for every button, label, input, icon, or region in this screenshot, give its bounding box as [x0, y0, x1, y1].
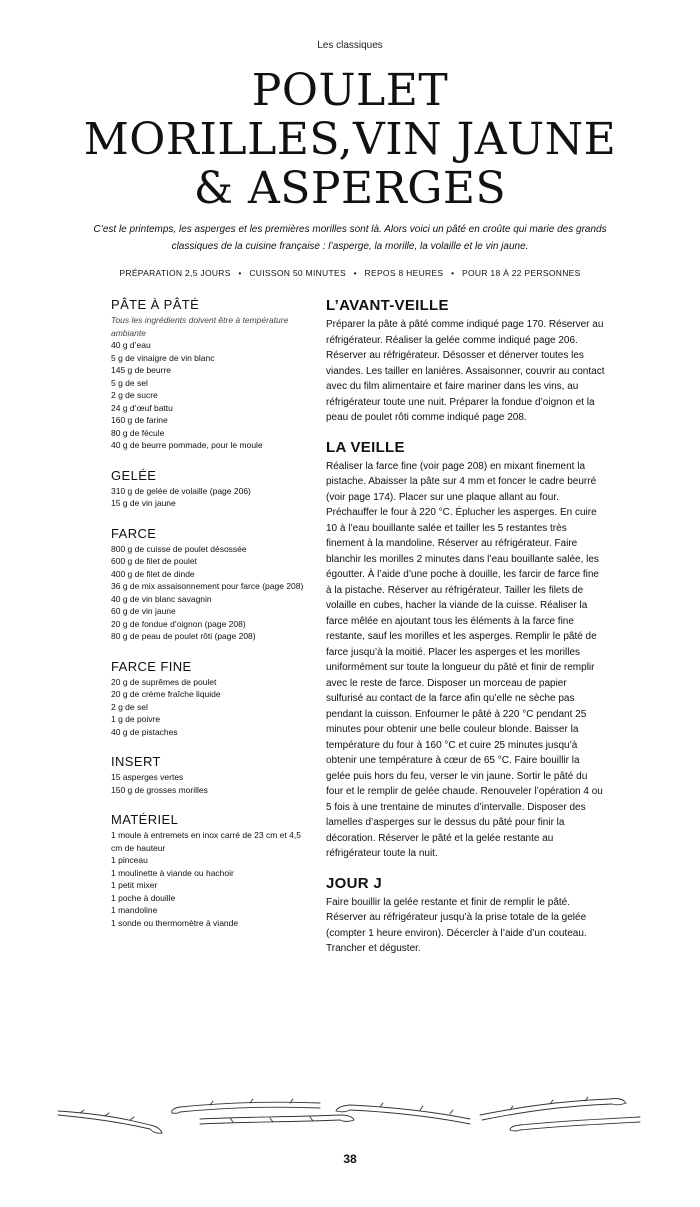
ingredients-materiel [111, 812, 311, 929]
ingredient-item: 2 g de sucre [111, 390, 158, 400]
asparagus-spear-icon [172, 1099, 320, 1113]
ingredient-item: 1 sonde ou thermomètre à viande [111, 917, 239, 928]
ingredient-item: 20 g de suprêmes de poulet [111, 676, 217, 687]
asparagus-spear-icon [336, 1103, 470, 1124]
ingredient-item: 150 g de grosses morilles [111, 784, 208, 795]
ingredients-pate [111, 297, 311, 452]
asparagus-spear-icon [58, 1110, 162, 1133]
ingredients-heading: PÂTE À PÂTÉ [111, 297, 200, 312]
ingredient-item: 40 g de beurre pommade, pour le moule [111, 440, 263, 450]
meta-separator: • [238, 268, 242, 278]
ingredient-item: 15 asperges vertes [111, 772, 184, 782]
step-jour-j [326, 875, 606, 957]
ingredients-gelee [111, 468, 311, 510]
ingredient-item: 40 g de pistaches [111, 726, 178, 737]
ingredient-item: 1 mandoline [111, 905, 158, 915]
ingredient-item: 1 g de poivre [111, 714, 161, 724]
step-veille [326, 439, 606, 862]
ingredient-list [111, 771, 311, 796]
ingredient-item: 1 petit mixer [111, 880, 158, 890]
ingredient-item: 80 g de fécule [111, 427, 165, 438]
ingredient-item: 600 g de filet de poulet [111, 556, 198, 566]
ingredient-list [111, 339, 311, 452]
ingredient-item: 40 g d’eau [111, 340, 151, 350]
ingredient-item: 1 moulinette à viande ou hachoir [111, 867, 234, 878]
step-text: Faire bouillir la gelée restante et finir de remplir le pâté. Réserver au réfrigérateur jusqu’à la prise totale de la gelée (compter 1 heure environ). Décercler à l’aide d’un couteau. Trancher et déguster. [326, 896, 587, 954]
ingredient-item: 40 g de vin blanc savagnin [111, 593, 212, 604]
asparagus-spear-icon [480, 1097, 626, 1120]
ingredients-heading: FARCE FINE [111, 658, 192, 674]
ingredient-list [111, 829, 311, 929]
ingredient-item: 2 g de sel [111, 701, 148, 712]
ingredient-list [111, 543, 311, 643]
ingredient-item: 145 g de beurre [111, 365, 172, 375]
ingredient-list [111, 676, 311, 739]
meta-separator: • [353, 268, 357, 278]
step-text: Préparer la pâte à pâté comme indiqué page 170. Réserver au réfrigérateur. Réaliser la gelée comme indiqué page 206. Réserver au réfrigérateur. Désosser et dénerver toutes les viandes. Les tailler en lanières. Assaisonner, couvrir au contact avec du film alimentaire et faire mariner dans les vins, au réfrigérateur toute une nuit. Préparer la fondue d’oignon et la peau de poulet rôti comme indiqué page 208. [326, 319, 605, 423]
step-avant-veille [326, 297, 606, 426]
ingredient-list [111, 485, 311, 510]
recipe-title [0, 66, 700, 213]
ingredients-farce [111, 526, 311, 643]
ingredients-heading: GELÉE [111, 467, 157, 483]
step-heading: LA VEILLE [326, 438, 405, 456]
ingredient-item: 20 g de crème fraîche liquide [111, 689, 221, 699]
meta-portions: POUR 18 À 22 PERSONNES [462, 268, 581, 278]
ingredients-heading: INSERT [111, 754, 161, 769]
ingredients-heading: MATÉRIEL [111, 812, 179, 827]
asparagus-spear-icon [510, 1117, 640, 1131]
ingredients-note: Tous les ingrédients doivent être à température ambiante [111, 315, 289, 338]
asparagus-illustration [50, 1085, 650, 1145]
intro-text: C’est le printemps, les asperges et les premières morilles sont là. Alors voici un pâté en croûte qui marie des grands classiques de la cuisine française : l’asperge, la morille, la volaille et le vin jaune. [93, 224, 607, 252]
ingredients-heading: FARCE [111, 525, 157, 541]
step-heading: L’AVANT-VEILLE [326, 297, 449, 314]
ingredient-item: 5 g de sel [111, 377, 148, 388]
ingredient-item: 1 moule à entremets en inox carré de 23 cm et 4,5 cm de hauteur [111, 830, 301, 853]
title-line-2: MORILLES,VIN JAUNE [83, 114, 617, 165]
ingredient-item: 1 pinceau [111, 855, 148, 865]
ingredient-item: 60 g de vin jaune [111, 606, 176, 616]
section-label: Les classiques [317, 40, 383, 51]
instructions-column [326, 297, 606, 970]
ingredient-item: 800 g de cuisse de poulet désossée [111, 543, 247, 554]
ingredient-item: 160 g de farine [111, 415, 168, 425]
ingredient-item: 24 g d’œuf battu [111, 402, 173, 413]
ingredient-item: 36 g de mix assaisonnement pour farce (page 208) [111, 581, 304, 591]
step-text: Réaliser la farce fine (voir page 208) en mixant finement la pistache. Abaisser la pâte sur 4 mm et foncer le cadre beurré (voir page 174). Placer sur une plaque allant au four. Préchauffer le four à 220 °C. Éplucher les asperges. En cuire 10 à l’eau bouillante salée et tailler les 5 restantes très finement à la mandoline. Réserver au réfrigérateur. Faire blanchir les morilles 2 minutes dans l’eau bouillante salée, les égoutter. À l’aide d’une poche à douille, les farcir de farce fine à la pistache. Réserver au réfrigérateur. Tailler les filets de volaille en cubes, hacher la viande de la cuisse. Réaliser la farce mêlée en ajoutant tous les éléments à la farce fine restante, sauf les morilles et les asperges. Remplir le pâté de farce jusqu’à la moitié. Placer les asperges et les morilles uniformément sur toute la longueur du pâté et finir de remplir avec le reste de farce. Disposer un morceau de papier sulfurisé au contact de la farce afin qu’elle ne sèche pas pendant la cuisson. Enfourner le pâté à 220 °C pendant 25 minutes pour obtenir une belle couleur blonde. Baisser la température du four à 160 °C et cuire 25 minutes jusqu’à obtenir une température à cœur de 65 °C. Faire bouillir la gelée puis hors du feu, verser le vin jaune. Sortir le pâté du four et le remplir de gelée chaude. Renouveler l’opération 4 ou 5 fois à une trentaine de minutes d’intervalle. Disposer des lamelles d’asperges sur le dessus du pâté pour finir la décoration. Réserver le pâté et la gelée restante au réfrigérateur toute la nuit. [326, 460, 603, 859]
ingredient-item: 5 g de vinaigre de vin blanc [111, 352, 215, 363]
page-number: 38 [343, 1152, 357, 1166]
ingredient-item: 15 g de vin jaune [111, 498, 176, 508]
ingredient-item: 400 g de filet de dinde [111, 568, 195, 579]
title-line-3: & ASPERGES [193, 163, 507, 214]
meta-separator: • [451, 268, 455, 278]
ingredient-item: 310 g de gelée de volaille (page 206) [111, 485, 251, 496]
ingredient-item: 1 poche à douille [111, 892, 176, 903]
ingredients-farce-fine [111, 659, 311, 739]
meta-preparation: PRÉPARATION 2,5 JOURS [119, 268, 231, 278]
ingredients-insert [111, 754, 311, 796]
ingredients-column [111, 297, 311, 945]
ingredient-item: 80 g de peau de poulet rôti (page 208) [111, 631, 256, 641]
meta-cuisson: CUISSON 50 MINUTES [249, 268, 346, 278]
step-heading: JOUR J [326, 874, 382, 892]
recipe-meta [0, 268, 700, 278]
title-line-1: POULET [251, 65, 449, 116]
meta-repos: REPOS 8 HEURES [364, 268, 444, 278]
asparagus-spear-icon [200, 1115, 354, 1124]
ingredient-item: 20 g de fondue d’oignon (page 208) [111, 618, 246, 629]
